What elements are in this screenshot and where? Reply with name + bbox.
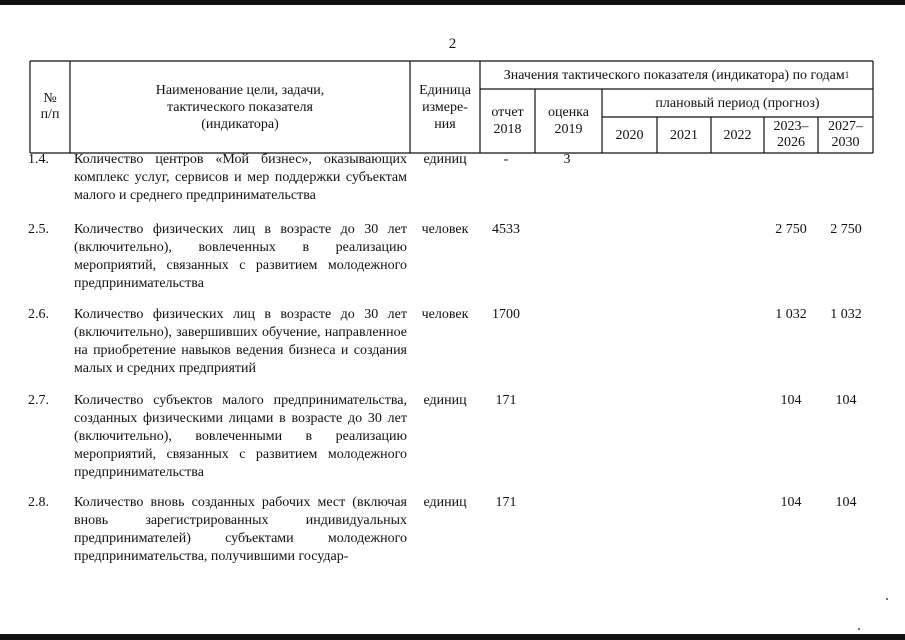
value-2023-2026: 104	[780, 393, 802, 408]
row-number: 2.6.	[28, 307, 49, 322]
value-2018: 171	[495, 393, 517, 408]
bottom-border	[0, 634, 905, 640]
header-year-2023-2026: 2023– 2026	[773, 119, 809, 150]
value-2019: 3	[563, 152, 571, 167]
indicator-name: Количество центров «Мой бизнес», оказывающих комплекс услуг, сервисов и мер поддержки субъектам малого и среднего предпринимательства	[74, 152, 407, 203]
value-2023-2026: 2 750	[775, 222, 807, 237]
top-border	[0, 0, 905, 5]
row-number: 1.4.	[28, 152, 49, 167]
unit-cell: человек	[421, 307, 469, 322]
indicator-name: Количество субъектов малого предпринимательства, созданных физическими лицами в возрасте до 30 лет (включительно), вовлеченными в реализацию мероприятий, связанных с развитием молодежного предпринимательства	[74, 393, 407, 480]
value-2023-2026: 104	[780, 495, 802, 510]
row-number: 2.8.	[28, 495, 49, 510]
header-plan-period: плановый период (прогноз)	[655, 95, 820, 111]
header-year-2022: 2022	[723, 127, 752, 143]
unit-cell: единиц	[423, 495, 467, 510]
header-year-2020: 2020	[615, 127, 644, 143]
header-number: № п/п	[40, 91, 60, 122]
value-2027-2030: 1 032	[830, 307, 862, 322]
header-unit: Единица измере- ния	[419, 82, 471, 132]
indicator-name: Количество физических лиц в возрасте до 30 лет (включительно), вовлеченных в реализацию мероприятий, связанных с развитием молодежного предпринимательства	[74, 222, 407, 291]
header-footnote-mark: 1	[844, 69, 850, 80]
value-2027-2030: 104	[835, 393, 857, 408]
header-values	[480, 61, 873, 89]
unit-cell: человек	[421, 222, 469, 237]
value-2018: 4533	[492, 222, 520, 237]
header-year-2021: 2021	[670, 127, 698, 143]
header-values-label: Значения тактического показателя (индикатора) по годам	[503, 67, 845, 83]
page-number: 2	[448, 36, 457, 52]
value-2018: -	[503, 152, 509, 167]
header-name: Наименование цели, задачи, тактического показателя (индикатора)	[155, 82, 325, 132]
unit-cell: единиц	[423, 152, 467, 167]
header-year-2027-2030: 2027– 2030	[828, 119, 863, 150]
header-report-2018: отчет 2018	[491, 105, 524, 137]
value-2018: 1700	[492, 307, 520, 322]
row-number: 2.7.	[28, 393, 49, 408]
row-number: 2.5.	[28, 222, 49, 237]
scan-speck	[858, 628, 860, 630]
value-2027-2030: 104	[835, 495, 857, 510]
value-2027-2030: 2 750	[830, 222, 862, 237]
header-estimate-2019: оценка 2019	[547, 105, 589, 137]
value-2018: 171	[495, 495, 517, 510]
unit-cell: единиц	[423, 393, 467, 408]
indicator-name: Количество вновь созданных рабочих мест (включая вновь зарегистрированных индивидуальных предпринимателей) субъектами молодежного предпринимательства, получившими государ-	[74, 495, 407, 564]
scan-speck	[886, 598, 888, 600]
value-2023-2026: 1 032	[775, 307, 807, 322]
indicator-name: Количество физических лиц в возрасте до 30 лет (включительно), завершивших обучение, направленное на приобретение навыков ведения бизнеса и создания малых и средних предприятий	[74, 307, 407, 376]
